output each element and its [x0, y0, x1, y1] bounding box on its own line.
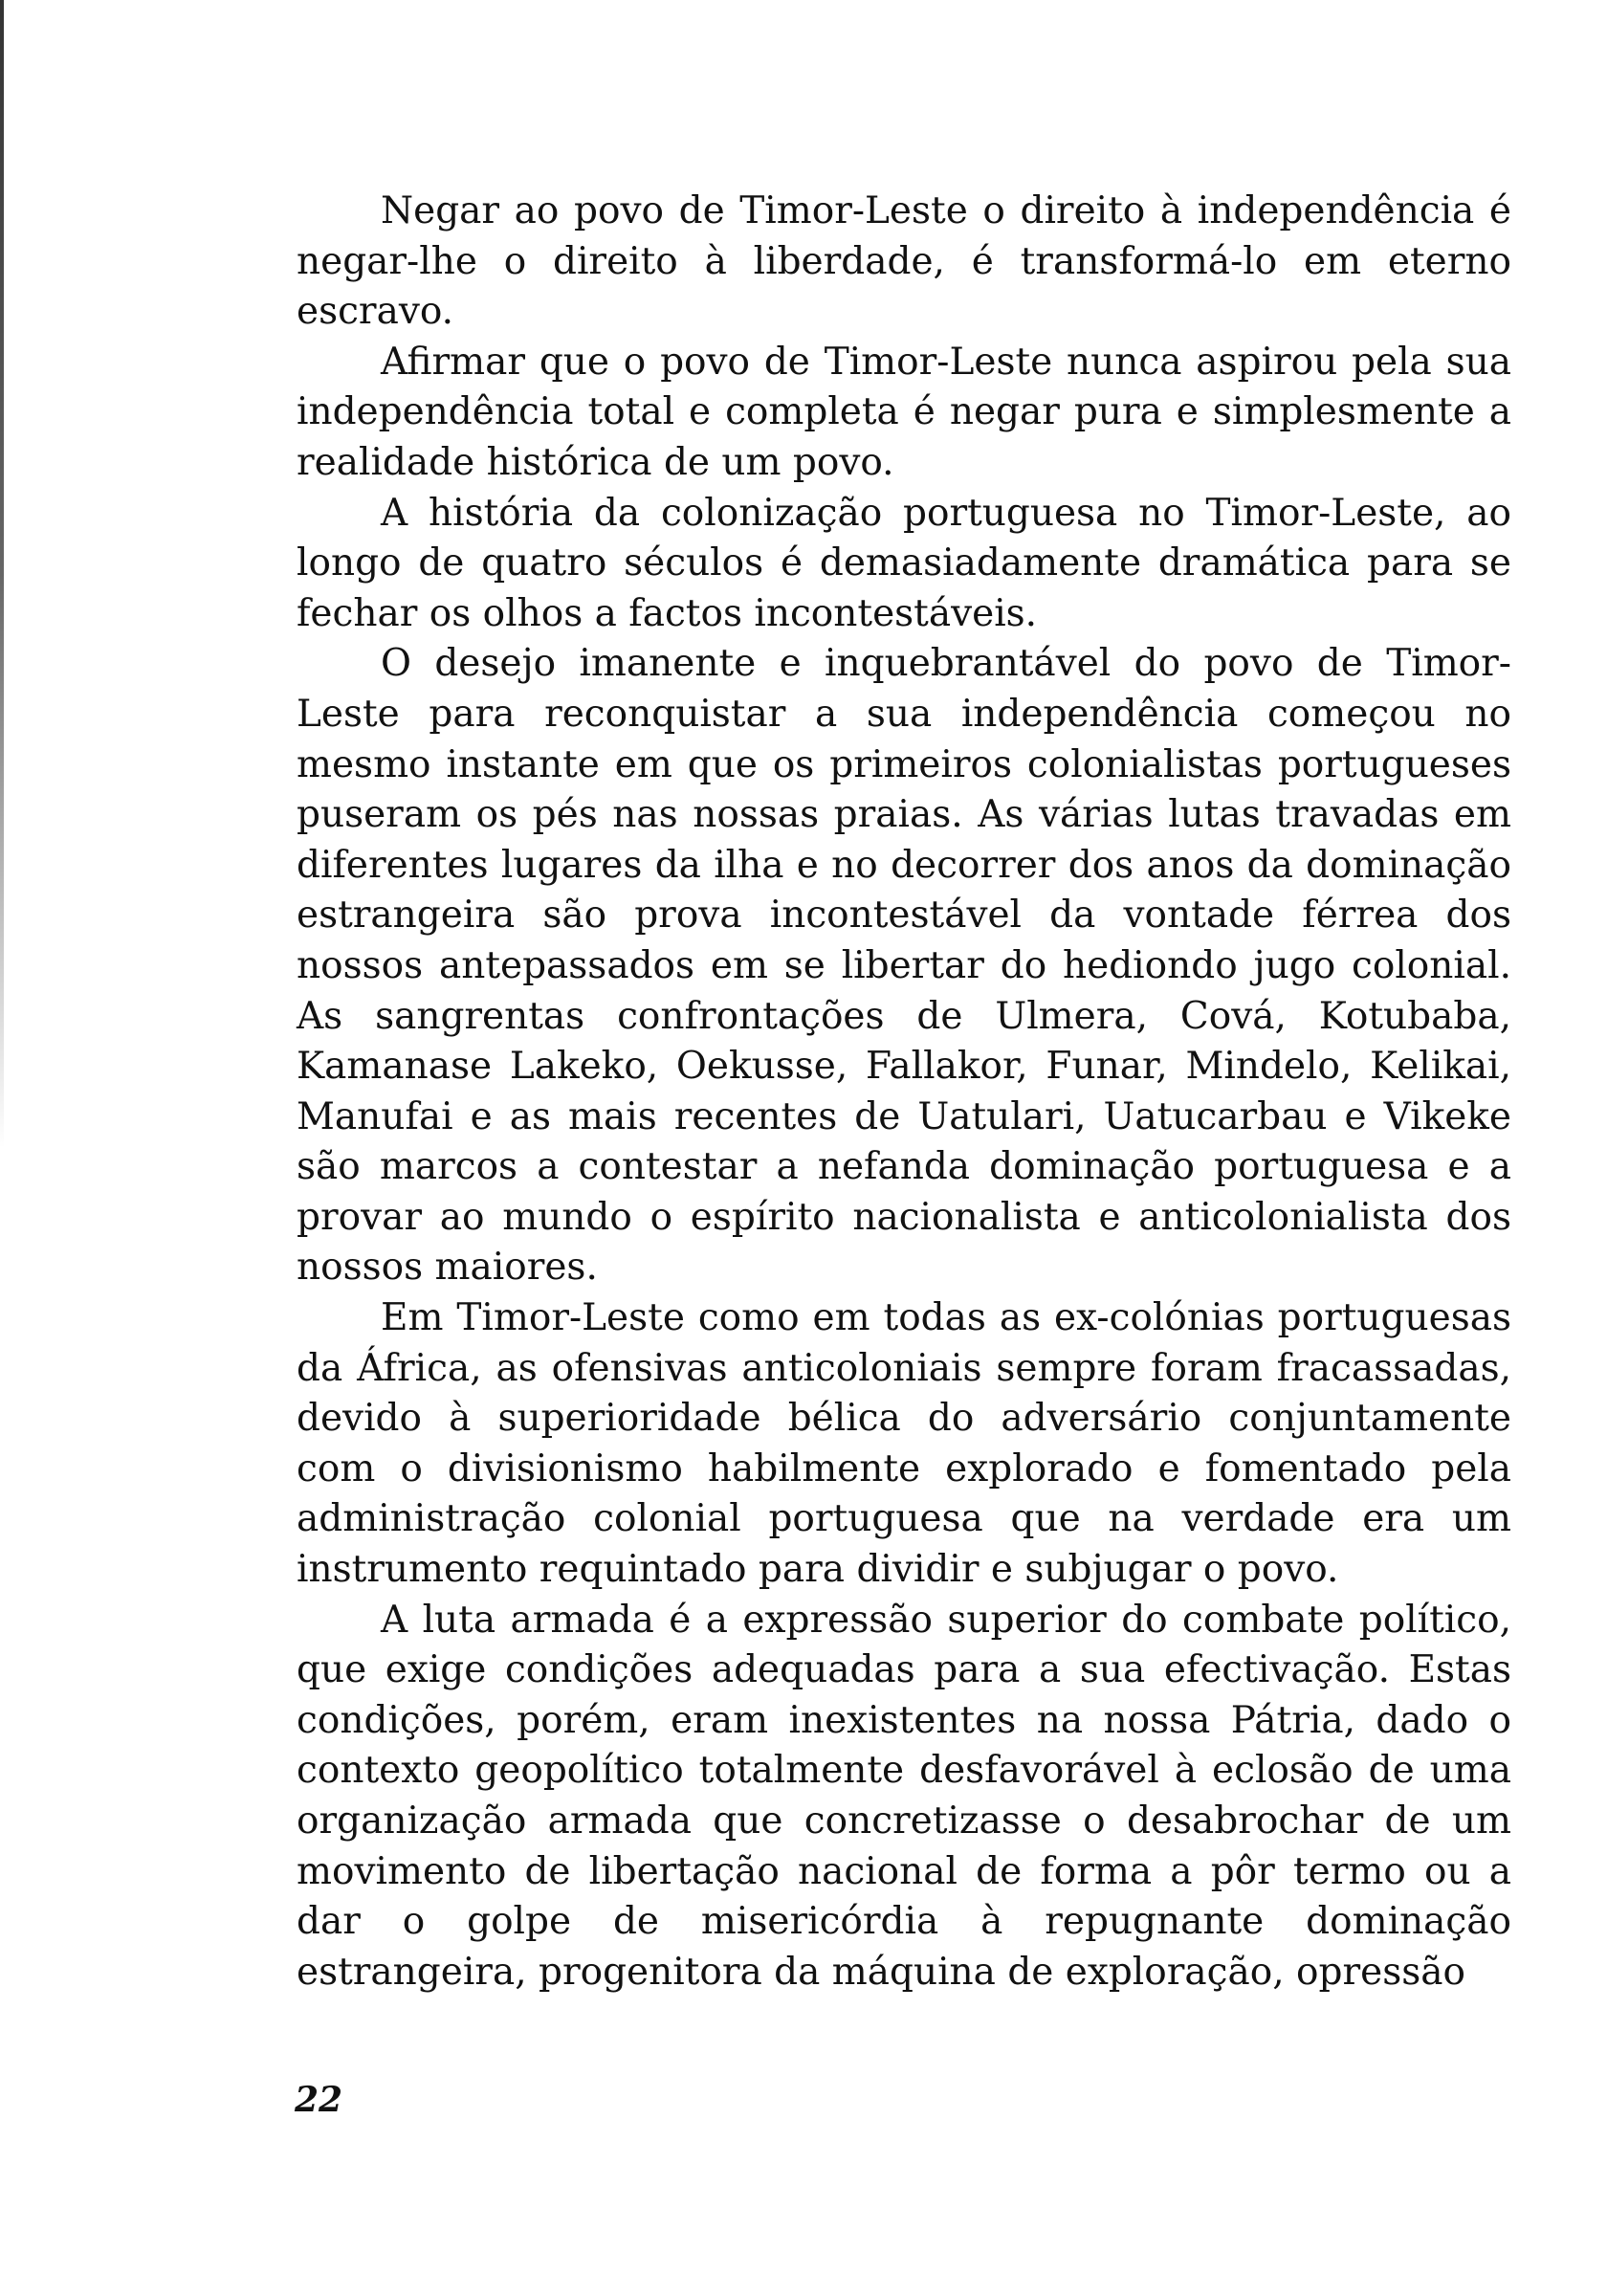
paragraph-1: Negar ao povo de Timor-Leste o direito à independência é negar-lhe o direito à liberdade, é transformá-lo em eterno escravo. [297, 189, 1511, 334]
paragraph-4: O desejo imanente e inquebrantável do povo de Timor-Leste para reconquistar a sua independência começou no mesmo instante em que os primeiros colonialistas portugueses puseram os pés nas nossas praias. As várias lutas travadas em diferentes lugares da ilha e no decorrer dos anos da dominação estrangeira são prova incontestável da vontade férrea dos nossos antepassados em se libertar do hediondo jugo colonial. As sangrentas confrontações de Ulmera, Cová, Kotubaba, Kamanase Lakeko, Oekusse, Fallakor, Funar, Mindelo, Kelikai, Manufai e as mais recentes de Uatulari, Uatucarbau e Vikeke são marcos a contestar a nefanda dominação portuguesa e a provar ao mundo o espírito nacionalista e anticolonialista dos nossos maiores. [297, 642, 1511, 1290]
paragraph-2: Afirmar que o povo de Timor-Leste nunca aspirou pela sua independência total e completa é negar pura e simplesmente a realidade histórica de um povo. [297, 340, 1511, 484]
page-number: 22 [295, 2080, 343, 2120]
paragraph-3: A história da colonização portuguesa no Timor-Leste, ao longo de quatro séculos é demasiadamente dramática para se fechar os olhos a factos incontestáveis. [297, 491, 1511, 635]
paragraph-5: Em Timor-Leste como em todas as ex-colónias portuguesas da África, as ofensivas anticoloniais sempre foram fracassadas, devido à superioridade bélica do adversário conjuntamente com o divisionismo habilmente explorado e fomentado pela administração colonial portuguesa que na verdade era um instrumento requintado para dividir e subjugar o povo. [297, 1296, 1511, 1592]
page-body [297, 187, 1511, 1998]
scan-edge-shadow [0, 0, 4, 1148]
paragraph-6: A luta armada é a expressão superior do combate político, que exige condições adequadas para a sua efectivação. Estas condições, porém, eram inexistentes na nossa Pátria, dado o contexto geopolítico totalmente desfavorável à eclosão de uma organização armada que concretizasse o desabrochar de um movimento de libertação nacional de forma a pôr termo ou a dar o golpe de misericórdia à repugnante dominação estrangeira, progenitora da máquina de exploração, opressão [297, 1598, 1511, 1994]
